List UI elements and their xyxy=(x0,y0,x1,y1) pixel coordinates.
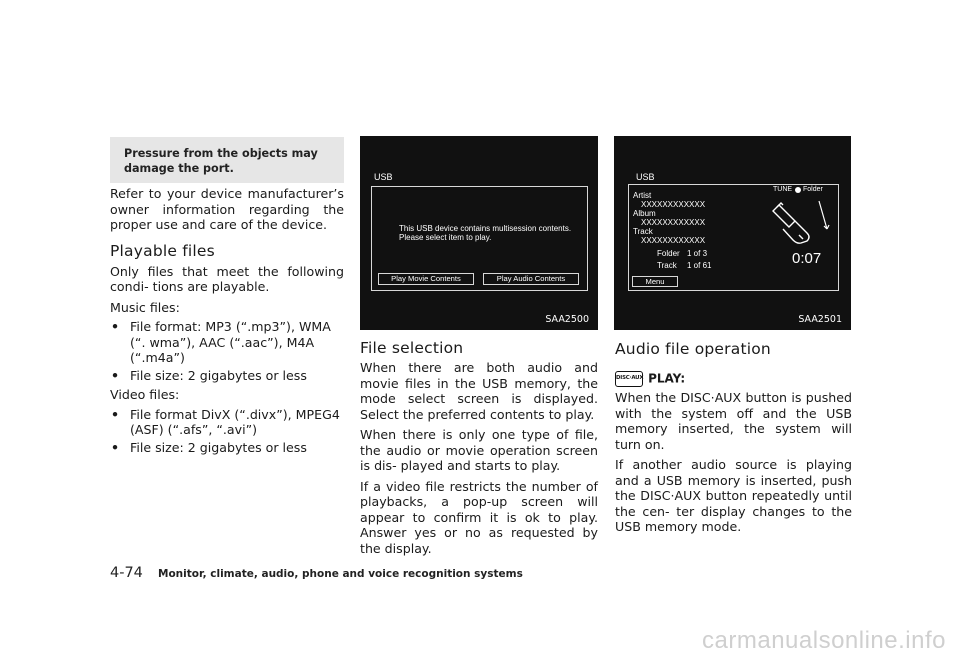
figure1-message-line2: Please select item to play. xyxy=(399,233,492,242)
video-item-format: • File format DivX (“.divx”), MPEG4 (ASF) (“.afs”, “.avi”) xyxy=(110,407,344,438)
folder-knob-label: Folder xyxy=(803,186,823,193)
figure1-caption: SAA2500 xyxy=(545,314,589,325)
figure2-audio-panel xyxy=(628,184,839,291)
figure1-message-line1: This USB device contains multisession contents. xyxy=(399,224,572,233)
track-label: Track xyxy=(633,227,653,236)
music-item-format: • File format: MP3 (“.mp3”), WMA (“. wma”), AAC (“.aac”), M4A (“.m4a”) xyxy=(110,319,344,366)
video-item-size: • File size: 2 gigabytes or less xyxy=(110,440,344,456)
music-files-label: Music files: xyxy=(110,299,180,315)
right-column xyxy=(615,340,852,535)
file-selection-heading: File selection xyxy=(360,339,464,357)
play-label: PLAY: xyxy=(648,371,686,386)
video-files-label: Video files: xyxy=(110,387,180,402)
playable-files-heading: Playable files xyxy=(110,241,215,260)
caution-note xyxy=(110,137,344,183)
figure-mode-select-screen xyxy=(360,136,598,330)
track-row-value: 1 of 61 xyxy=(687,261,712,270)
menu-button[interactable]: Menu xyxy=(632,276,678,287)
track-value: XXXXXXXXXXXX xyxy=(641,236,706,245)
disc-aux-button-icon: DISC·AUX xyxy=(615,371,643,387)
figure1-screen-title: USB xyxy=(374,172,393,182)
elapsed-time: 0:07 xyxy=(792,250,822,267)
music-item-size: • File size: 2 gigabytes or less xyxy=(110,368,344,384)
file-selection-paragraph-1: When there are both audio and movie files in the USB memory, the mode select screen is displayed. Select the preferred contents to play. xyxy=(360,360,598,422)
album-value: XXXXXXXXXXXX xyxy=(641,218,706,227)
file-selection-paragraph-3: If a video file restricts the number of playbacks, a pop-up screen will appear to confirm it is ok to play. Answer yes or no as requested by the display. xyxy=(360,478,598,556)
usb-device-icon xyxy=(769,199,831,247)
figure2-caption: SAA2501 xyxy=(798,314,842,325)
footer-section-title: Monitor, climate, audio, phone and voice recognition systems xyxy=(158,568,523,580)
playable-files-lead: Only files that meet the following condi- tions are playable. xyxy=(110,263,344,294)
intro-paragraph: Refer to your device manufacturer’s owner information regarding the proper use and care of the device. xyxy=(110,186,344,232)
tune-folder-knob-icon xyxy=(795,187,801,193)
audio-operation-paragraph-1: When the DISC·AUX button is pushed with the system off and the USB memory inserted, the system will turn on. xyxy=(615,390,852,452)
audio-operation-paragraph-2: If another audio source is playing and a USB memory is inserted, push the DISC·AUX button repeatedly until the cen- ter display changes to the USB memory mode. xyxy=(615,457,852,534)
caution-note-text: Pressure from the objects may damage the port. xyxy=(124,147,318,175)
artist-value: XXXXXXXXXXXX xyxy=(641,200,706,209)
left-column xyxy=(110,186,344,455)
artist-label: Artist xyxy=(633,191,652,200)
watermark: carmanualsonline.info xyxy=(702,627,946,654)
figure2-screen-title: USB xyxy=(636,172,655,182)
middle-column xyxy=(360,339,598,556)
play-audio-contents-button[interactable]: Play Audio Contents xyxy=(483,273,579,285)
file-selection-paragraph-2: When there is only one type of file, the audio or movie operation screen is dis- played and starts to play. xyxy=(360,427,598,473)
folder-row-label: Folder xyxy=(657,249,680,258)
play-movie-contents-button[interactable]: Play Movie Contents xyxy=(378,273,474,285)
figure-audio-operation-screen xyxy=(614,136,851,330)
track-row-label: Track xyxy=(657,261,677,270)
album-label: Album xyxy=(633,209,656,218)
page-number: 4-74 xyxy=(110,565,143,581)
figure1-dialog-panel xyxy=(371,186,588,291)
tune-label: TUNE xyxy=(773,186,793,193)
folder-row-value: 1 of 3 xyxy=(687,249,708,258)
audio-file-operation-heading: Audio file operation xyxy=(615,340,771,358)
play-line xyxy=(615,368,852,386)
